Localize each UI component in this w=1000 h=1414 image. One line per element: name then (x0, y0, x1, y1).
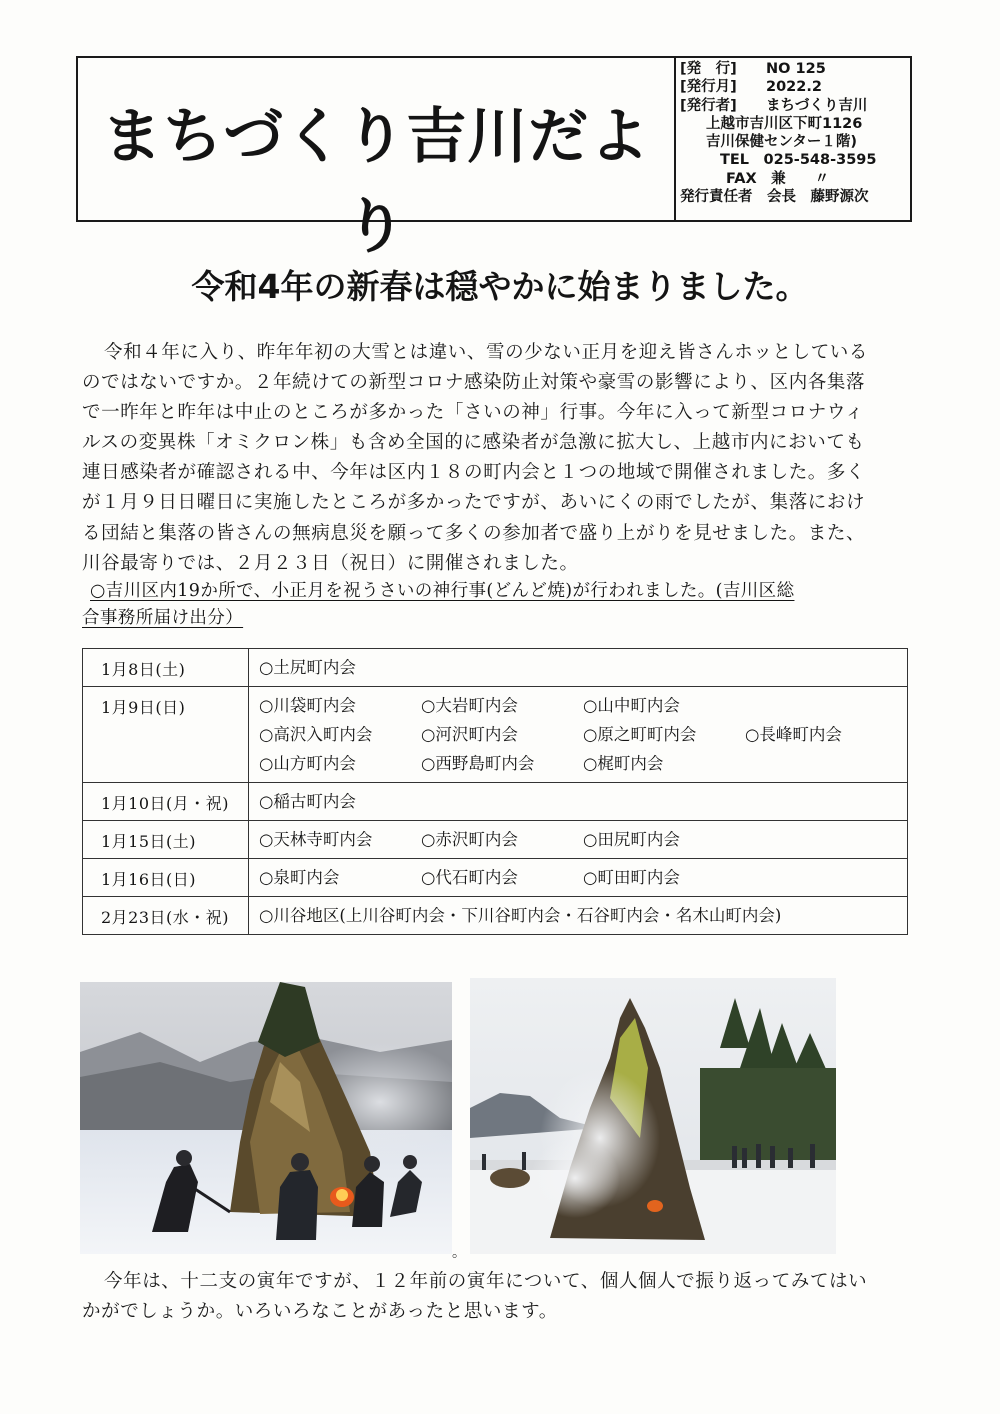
paragraph-line: 川谷最寄りでは、２月２３日（祝日）に開催されました。 (82, 552, 579, 574)
neighborhood-association: ○山中町内会 (583, 696, 680, 715)
newsletter-title: まちづくり吉川だより (101, 102, 651, 262)
publisher-label: [発行者] (680, 97, 737, 114)
paragraph-line: かがでしょうか。いろいろなことがあったと思います。 (82, 1301, 558, 1323)
schedule-date: 2月23日(水・祝) (83, 897, 249, 935)
paragraph-line: ルスの変異株「オミクロン株」も含め全国的に感染者が急激に拡大し、上越市内においても (82, 432, 865, 454)
paragraph-line: 今年は、十二支の寅年ですが、１２年前の寅年について、個人個人で振り返ってみてはい (104, 1271, 868, 1292)
schedule-places (249, 897, 908, 935)
neighborhood-association: ○町田町内会 (583, 868, 680, 887)
schedule-date: 1月15日(土) (83, 821, 249, 859)
bonfire-photo-right (470, 978, 836, 1254)
article-headline: 令和4年の新春は穏やかに始まりました。 (191, 267, 809, 306)
neighborhood-association: ○稲古町内会 (259, 792, 356, 811)
paragraph-line: のではないですか。２年続けての新型コロナ感染防止対策や豪雪の影響により、区内各集落 (82, 372, 866, 394)
neighborhood-association: ○山方町内会 (259, 754, 356, 773)
month-label: [発行月] (680, 79, 737, 96)
issue-number-row (680, 60, 910, 78)
closing-paragraph (82, 1267, 912, 1327)
neighborhood-association: ○長峰町内会 (745, 725, 842, 744)
publisher-fax: FAX 兼 〃 (726, 170, 830, 187)
bonfire-photo-left (80, 982, 452, 1254)
note-line: 合事務所届け出分） (82, 608, 244, 628)
schedule-row (83, 859, 908, 897)
responsible-person: 発行責任者 会長 藤野源次 (680, 189, 869, 206)
schedule-places (249, 783, 908, 821)
note-line: ○吉川区内19か所で、小正月を祝うさいの神行事(どんど焼)が行われました。(吉川区総 (90, 581, 795, 601)
schedule-places (249, 859, 908, 897)
schedule-row (83, 783, 908, 821)
neighborhood-association: ○泉町内会 (259, 868, 340, 887)
paragraph-line: 令和４年に入り、昨年年初の大雪とは違い、雪の少ない正月を迎え皆さんホッとしている (104, 342, 869, 363)
publisher-building: 吉川保健センター１階) (706, 134, 858, 151)
paragraph-line: で一昨年と昨年は中止のところが多かった「さいの神」行事。今年に入って新型コロナウィ (82, 402, 864, 424)
publisher-tel: TEL 025-548-3595 (720, 152, 877, 169)
neighborhood-association: ○原之町町内会 (583, 725, 697, 744)
bonfire-photo-right-image (470, 978, 836, 1254)
issue-month: 2022.2 (766, 79, 822, 96)
issue-label: [発 行] (680, 61, 737, 77)
stray-punctuation: 。 (452, 1245, 466, 1261)
neighborhood-association: ○土尻町内会 (259, 658, 356, 677)
schedule-date: 1月9日(日) (83, 687, 249, 783)
paragraph-line: る団結と集落の皆さんの無病息災を願って多くの参加者で盛り上がりを見せました。また、 (82, 522, 866, 544)
neighborhood-association: ○田尻町内会 (583, 830, 680, 849)
schedule-places (249, 821, 908, 859)
intro-paragraph (82, 338, 912, 579)
issue-number: NO 125 (766, 61, 826, 77)
event-note (82, 578, 912, 632)
neighborhood-association: ○川谷地区(上川谷町内会・下川谷町内会・石谷町内会・名木山町内会) (259, 906, 782, 925)
publisher-name: まちづくり吉川 (766, 97, 868, 114)
schedule-row (83, 649, 908, 687)
neighborhood-association: ○梶町内会 (583, 754, 664, 773)
neighborhood-association: ○西野島町内会 (421, 754, 535, 773)
schedule-date: 1月8日(土) (83, 649, 249, 687)
masthead-divider (674, 56, 676, 222)
bonfire-photo-left-image (80, 982, 452, 1254)
paragraph-line: が１月９日日曜日に実施したところが多かったですが、あいにくの雨でしたが、集落におけ (82, 492, 866, 514)
neighborhood-association: ○川袋町内会 (259, 696, 356, 715)
neighborhood-association: ○赤沢町内会 (421, 830, 518, 849)
schedule-row (83, 821, 908, 859)
neighborhood-association: ○代石町内会 (421, 868, 518, 887)
neighborhood-association: ○大岩町内会 (421, 696, 518, 715)
event-schedule-table (82, 648, 908, 935)
schedule-places (249, 649, 908, 687)
schedule-row (83, 897, 908, 935)
schedule-date: 1月16日(日) (83, 859, 249, 897)
paragraph-line: 連日感染者が確認される中、今年は区内１８の町内会と１つの地域で開催されました。多く (82, 462, 866, 484)
issue-month-row (680, 78, 910, 96)
publisher-row (680, 97, 910, 115)
schedule-row (83, 687, 908, 783)
schedule-date: 1月10日(月・祝) (83, 783, 249, 821)
publisher-address: 上越市吉川区下町1126 (706, 115, 863, 132)
schedule-places (249, 687, 908, 783)
neighborhood-association: ○河沢町内会 (421, 725, 518, 744)
neighborhood-association: ○天林寺町内会 (259, 830, 373, 849)
neighborhood-association: ○高沢入町内会 (259, 725, 373, 744)
publication-info (680, 60, 910, 206)
